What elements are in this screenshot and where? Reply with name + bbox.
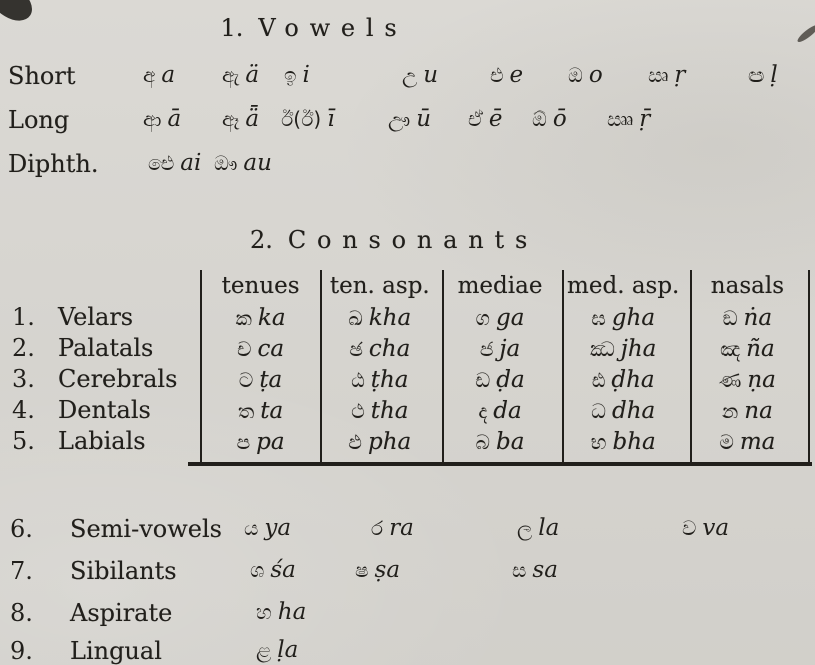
column-header: nasals [710, 273, 784, 299]
transliteration: au [243, 150, 272, 176]
consonant-row-name: Labials [58, 427, 146, 455]
sinhala-glyph: ර [371, 516, 384, 540]
consonant-row-number: 1. [12, 303, 35, 331]
transliteration: ja [499, 335, 521, 362]
letter-item [250, 557, 296, 583]
vowel-item [281, 106, 335, 132]
consonant-cell [202, 367, 319, 393]
column-rule [442, 270, 444, 462]
consonant-header-row [202, 270, 808, 302]
transliteration: ḷa [277, 637, 299, 663]
column-rule [562, 270, 564, 462]
transliteration: ḍha [611, 366, 655, 393]
transliteration: e [509, 62, 524, 88]
sinhala-glyph: ඨ [351, 367, 365, 392]
transliteration: ā [167, 106, 182, 132]
other-row-number: 8. [10, 599, 33, 627]
consonant-cell [560, 336, 687, 362]
transliteration: ṣa [374, 557, 401, 583]
consonant-cell [440, 305, 559, 331]
consonant-cell [687, 398, 808, 424]
vowel-item [148, 150, 201, 176]
transliteration: śa [270, 557, 296, 583]
transliteration: ba [495, 428, 525, 455]
column-rule [320, 270, 322, 462]
transliteration: ē [488, 106, 503, 132]
transliteration: ka [257, 304, 286, 331]
sinhala-glyph: ඊ(ඊ) [281, 107, 322, 131]
other-row [0, 557, 815, 599]
transliteration: ha [277, 599, 307, 625]
sinhala-glyph: ය [244, 516, 259, 540]
vowel-row-label: Diphth. [8, 150, 99, 178]
consonants-heading [0, 226, 788, 254]
transliteration: ca [257, 335, 285, 362]
consonant-cell [202, 429, 319, 455]
letter-item [355, 557, 400, 583]
transliteration: o [588, 62, 603, 88]
transliteration: ḷ [770, 62, 778, 88]
sinhala-glyph: ථ [351, 398, 365, 423]
letter-item [371, 515, 414, 541]
transliteration: va [702, 515, 730, 541]
transliteration: ma [739, 428, 776, 455]
transliteration: jha [620, 335, 657, 362]
consonant-row-number: 4. [12, 396, 35, 424]
consonants-heading-number: 2. [249, 226, 273, 254]
sinhala-glyph: ශ [250, 558, 265, 582]
consonant-cell [440, 336, 559, 362]
transliteration: ī [327, 106, 335, 132]
other-row-label: Aspirate [70, 599, 173, 627]
sinhala-glyph: ඛ [348, 305, 363, 330]
transliteration: ga [495, 304, 525, 331]
sinhala-glyph: එ [490, 63, 504, 87]
sinhala-glyph: ඪ [591, 367, 606, 392]
sinhala-glyph: ඣ [590, 336, 615, 361]
consonant-cell [687, 336, 808, 362]
sinhala-glyph: ව [682, 516, 697, 540]
sinhala-glyph: ච [237, 336, 252, 361]
transliteration: pha [367, 428, 412, 455]
consonant-row [202, 395, 808, 426]
transliteration: i [302, 62, 310, 88]
vowel-item [222, 106, 259, 132]
sinhala-glyph: හ [256, 600, 272, 624]
sinhala-glyph: ධ [591, 398, 606, 423]
consonant-cell [319, 367, 440, 393]
vowel-item [143, 62, 175, 88]
transliteration: ya [264, 515, 292, 541]
consonant-cell [319, 305, 440, 331]
vowel-item [284, 62, 310, 88]
letter-item [517, 515, 559, 541]
consonant-cell [202, 305, 319, 331]
consonant-row [202, 364, 808, 395]
sinhala-glyph: උ [402, 63, 418, 87]
letter-item [512, 557, 558, 583]
column-header: tenues [221, 273, 300, 299]
vowel-row-label: Short [8, 62, 76, 90]
vowel-item [748, 62, 778, 88]
sinhala-glyph: ඞ [722, 305, 738, 330]
transliteration: la [538, 515, 560, 541]
transliteration: ṭa [259, 366, 283, 393]
vowel-item [214, 150, 272, 176]
consonant-cell [319, 336, 440, 362]
consonant-cell [687, 305, 808, 331]
sinhala-glyph: ඌ [388, 107, 411, 131]
vowel-item [648, 62, 685, 88]
transliteration: ra [389, 515, 414, 541]
letter-item [256, 637, 298, 663]
transliteration: ḍa [496, 366, 525, 393]
consonant-cell [560, 305, 687, 331]
sinhala-glyph: ල [517, 516, 533, 540]
other-row-number: 7. [10, 557, 33, 585]
consonant-row-name: Velars [58, 303, 134, 331]
sinhala-glyph: ද [478, 398, 488, 423]
vowel-item [568, 62, 603, 88]
consonant-cell [319, 429, 440, 455]
table-bottom-rule [188, 462, 812, 466]
vowel-item [388, 106, 431, 132]
sinhala-glyph: භ [590, 429, 607, 454]
sinhala-glyph: ට [238, 367, 254, 392]
sinhala-glyph: ඝ [591, 305, 606, 330]
other-row-label: Sibilants [70, 557, 177, 585]
sinhala-glyph: ඏ [748, 63, 765, 87]
column-header: mediae [457, 273, 543, 299]
vowel-row [0, 106, 815, 148]
transliteration: ū [416, 106, 432, 132]
sinhala-glyph: න [722, 398, 739, 423]
other-row [0, 599, 815, 641]
consonant-cell [560, 367, 687, 393]
transliteration: da [493, 397, 522, 424]
sinhala-glyph: ම [719, 429, 734, 454]
consonant-row-name: Palatals [58, 334, 154, 362]
sinhala-glyph: ත [238, 398, 255, 423]
transliteration: ō [552, 106, 567, 132]
letter-item [682, 515, 729, 541]
vowel-row [0, 62, 815, 104]
sinhala-glyph: ග [475, 305, 490, 330]
sinhala-glyph: ස [512, 558, 527, 582]
sinhala-glyph: ප [236, 429, 251, 454]
sinhala-glyph: ඕ [532, 107, 547, 131]
transliteration: kha [368, 304, 412, 331]
sinhala-glyph: ඡ [349, 336, 363, 361]
vowel-item [402, 62, 438, 88]
consonant-row-name: Cerebrals [58, 365, 178, 393]
transliteration: na [744, 397, 773, 424]
vowel-row [0, 150, 815, 192]
letter-item [256, 599, 306, 625]
consonant-row-number: 2. [12, 334, 35, 362]
other-row [0, 637, 815, 665]
consonant-cell [560, 429, 687, 455]
vowel-item [607, 106, 650, 132]
sinhala-glyph: ක [235, 305, 252, 330]
consonants-heading-title: Consonants [287, 226, 539, 254]
transliteration: ṝ [639, 106, 651, 132]
vowels-heading-title: Vowels [258, 14, 408, 42]
consonant-row-number: 5. [12, 427, 35, 455]
transliteration: u [423, 62, 439, 88]
other-row-label: Lingual [70, 637, 162, 665]
transliteration: ṭha [370, 366, 409, 393]
sinhala-glyph: අ [143, 63, 156, 87]
consonant-row [202, 426, 808, 457]
consonant-cell [687, 367, 808, 393]
other-row-label: Semi-vowels [70, 515, 222, 543]
vowel-item [532, 106, 567, 132]
sinhala-glyph: ළ [256, 638, 272, 662]
transliteration: tha [370, 397, 409, 424]
consonant-row-number: 3. [12, 365, 35, 393]
sinhala-glyph: ඤ [720, 336, 741, 361]
vowel-item [222, 62, 259, 88]
sinhala-glyph: ඔ [568, 63, 583, 87]
consonant-cell [319, 398, 440, 424]
consonant-cell [440, 398, 559, 424]
vowels-heading [0, 14, 628, 42]
sinhala-glyph: ජ [479, 336, 494, 361]
transliteration: ṛ [674, 62, 686, 88]
consonant-table [200, 270, 810, 462]
transliteration: sa [532, 557, 558, 583]
other-row-number: 6. [10, 515, 33, 543]
sinhala-glyph: ඩ [475, 367, 491, 392]
column-header: ten. asp. [329, 273, 430, 299]
sinhala-glyph: ඓ [148, 151, 175, 175]
consonant-cell [440, 367, 559, 393]
sinhala-glyph: ණ [718, 367, 742, 392]
sinhala-glyph: ඈ [222, 107, 240, 131]
transliteration: cha [368, 335, 411, 362]
consonant-cell [560, 398, 687, 424]
column-header: med. asp. [567, 273, 680, 299]
consonant-row [202, 302, 808, 333]
vowels-heading-number: 1. [220, 14, 244, 42]
consonant-cell [202, 398, 319, 424]
sinhala-glyph: ඖ [214, 151, 238, 175]
consonant-cell [202, 336, 319, 362]
transliteration: a [161, 62, 176, 88]
transliteration: pa [256, 428, 285, 455]
vowel-item [468, 106, 503, 132]
transliteration: ǟ [245, 106, 260, 132]
consonant-row [202, 333, 808, 364]
sinhala-glyph: බ [475, 429, 490, 454]
sinhala-glyph: ඒ [468, 107, 483, 131]
sinhala-glyph: ආ [143, 107, 162, 131]
transliteration: dha [612, 397, 656, 424]
sinhala-glyph: ෂ [355, 558, 369, 582]
transliteration: ai [180, 150, 202, 176]
other-row-number: 9. [10, 637, 33, 665]
consonant-cell [687, 429, 808, 455]
vowel-item [143, 106, 181, 132]
sinhala-glyph: ඎ [607, 107, 634, 131]
sinhala-glyph: ඵ [348, 429, 362, 454]
column-rule [690, 270, 692, 462]
sinhala-glyph: ඍ [648, 63, 669, 87]
transliteration: ta [260, 397, 284, 424]
transliteration: bha [612, 428, 656, 455]
vowel-row-label: Long [8, 106, 70, 134]
transliteration: ä [245, 62, 260, 88]
other-row [0, 515, 815, 557]
consonant-row-name: Dentals [58, 396, 151, 424]
transliteration: ṅa [743, 304, 773, 331]
transliteration: ña [746, 335, 775, 362]
transliteration: ṇa [747, 366, 776, 393]
consonant-cell [440, 429, 559, 455]
transliteration: gha [611, 304, 656, 331]
scan-artifact-right-edge [796, 23, 815, 45]
sinhala-glyph: ඉ [284, 63, 297, 87]
letter-item [244, 515, 291, 541]
vowel-item [490, 62, 523, 88]
sinhala-glyph: ඇ [222, 63, 240, 87]
